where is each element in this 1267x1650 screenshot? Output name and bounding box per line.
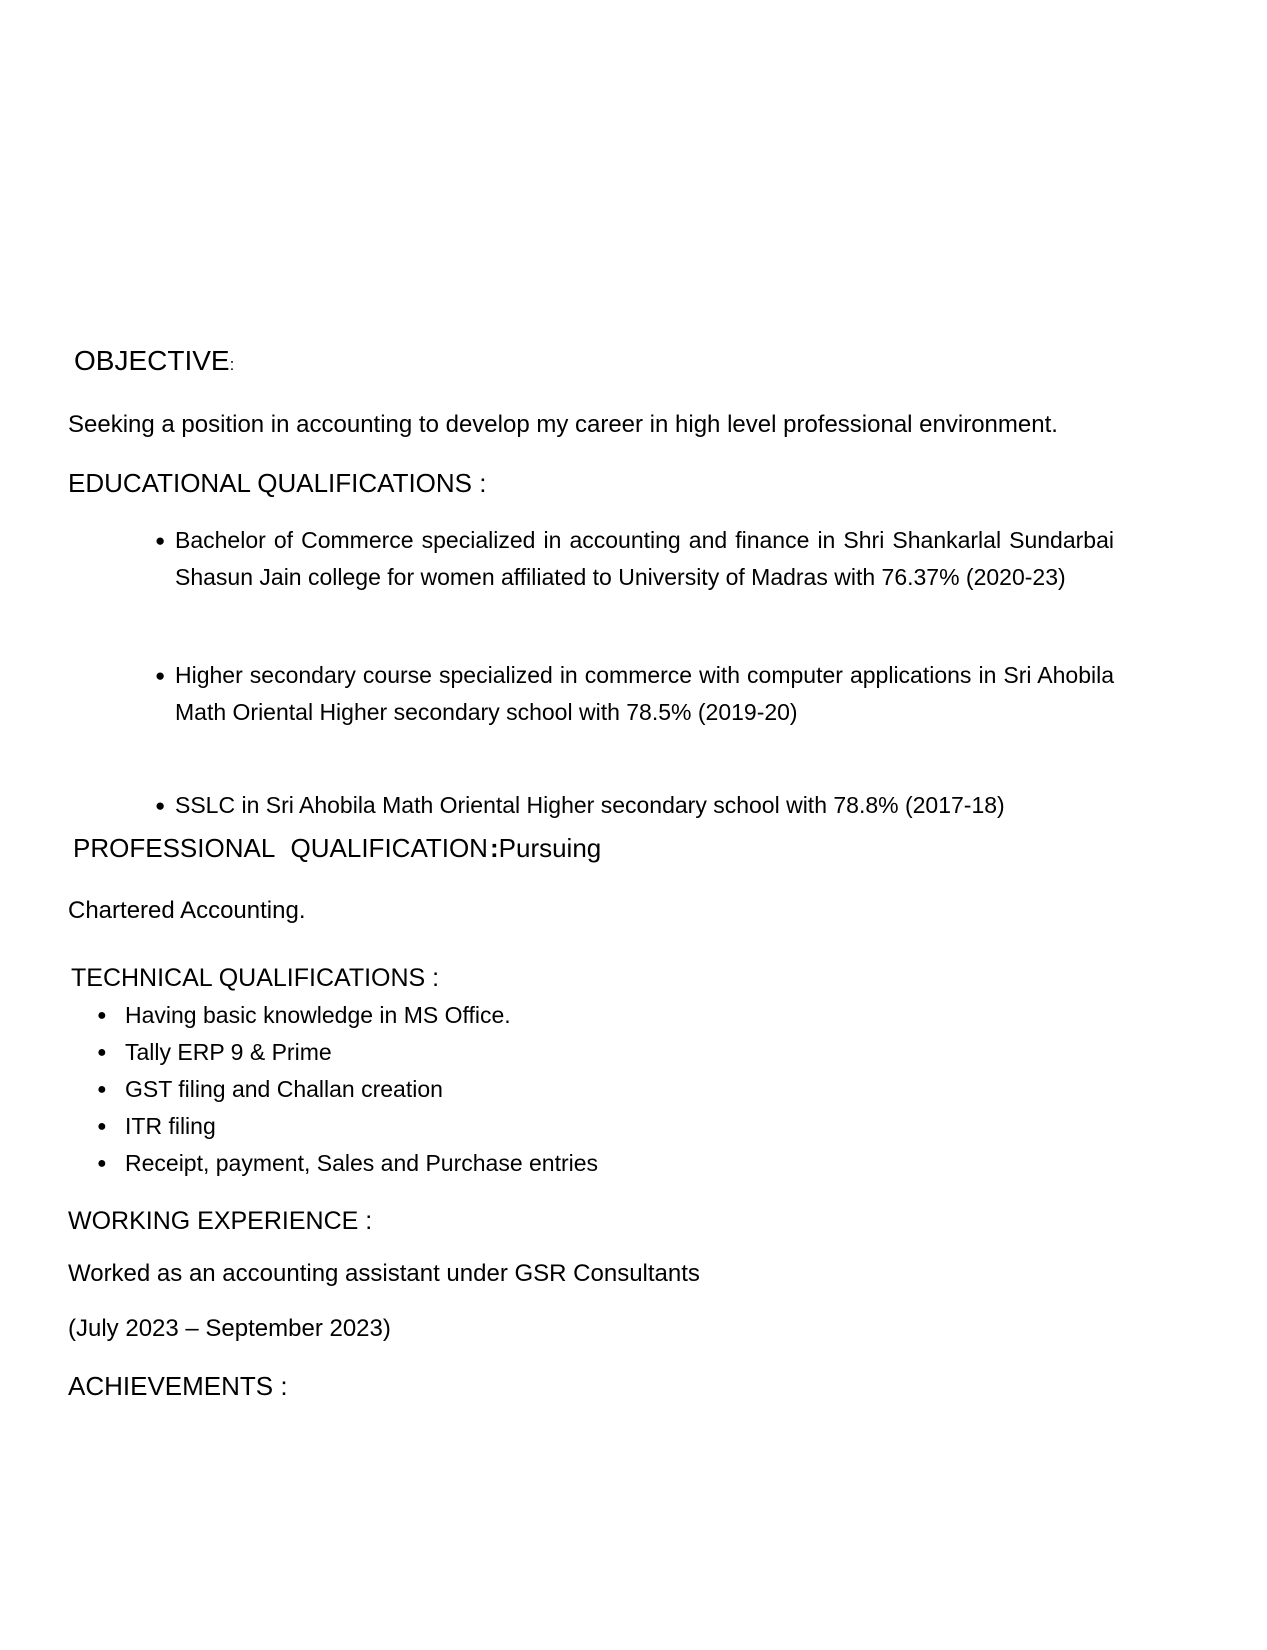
technical-item-text: Receipt, payment, Sales and Purchase entries — [125, 1150, 599, 1176]
technical-item-text: ITR filing — [125, 1113, 216, 1139]
professional-colon: : — [489, 833, 499, 863]
professional-detail: Chartered Accounting. — [68, 897, 306, 924]
bullet-icon: ● — [155, 796, 166, 815]
experience-line1: Worked as an accounting assistant under GSR Consultants — [68, 1260, 700, 1287]
experience-period: (July 2023 – September 2023) — [68, 1315, 391, 1342]
education-item-text: Higher secondary course specialized in commerce with computer applications in Sri Ahobila Math Oriental Higher secondary school with 78.5% (2019-20) — [175, 662, 1114, 725]
professional-qualification-line — [68, 829, 1114, 867]
achievements-heading: ACHIEVEMENTS : — [68, 1371, 288, 1401]
bullet-icon: ● — [155, 666, 166, 685]
education-heading: EDUCATIONAL QUALIFICATIONS : — [68, 468, 487, 498]
technical-item-text: Tally ERP 9 & Prime — [125, 1039, 332, 1065]
list-item — [68, 657, 1114, 731]
list-item — [68, 1034, 1114, 1071]
bullet-icon: ● — [97, 1081, 107, 1098]
education-item-text: Bachelor of Commerce specialized in accounting and finance in Shri Shankarlal Sundarbai Shasun Jain college for women affiliated to University of Madras with 76.37% (2020-23) — [175, 527, 1114, 590]
professional-status: Pursuing — [498, 833, 602, 863]
list-item — [68, 1108, 1114, 1145]
list-item — [68, 1145, 1114, 1182]
education-list — [68, 522, 1114, 824]
technical-item-text: GST filing and Challan creation — [125, 1076, 443, 1102]
list-item — [68, 1071, 1114, 1108]
objective-heading — [68, 342, 1114, 384]
bullet-icon: ● — [97, 1044, 107, 1061]
bullet-icon: ● — [155, 531, 166, 550]
objective-text: Seeking a position in accounting to develop my career in high level professional environment. — [68, 411, 1058, 438]
bullet-icon: ● — [97, 1007, 107, 1024]
list-item — [68, 997, 1114, 1034]
objective-heading-colon: : — [229, 355, 235, 374]
professional-heading-text: PROFESSIONAL QUALIFICATION — [73, 833, 488, 863]
experience-heading: WORKING EXPERIENCE : — [68, 1207, 373, 1235]
bullet-icon: ● — [97, 1155, 107, 1172]
technical-list — [68, 997, 1114, 1182]
objective-heading-text: OBJECTIVE — [74, 345, 230, 376]
list-item — [68, 787, 1114, 824]
technical-item-text: Having basic knowledge in MS Office. — [125, 1002, 511, 1028]
education-item-text: SSLC in Sri Ahobila Math Oriental Higher secondary school with 78.8% (2017-18) — [175, 792, 1005, 818]
bullet-icon: ● — [97, 1118, 107, 1135]
technical-heading: TECHNICAL QUALIFICATIONS : — [71, 964, 440, 992]
list-item — [68, 522, 1114, 596]
